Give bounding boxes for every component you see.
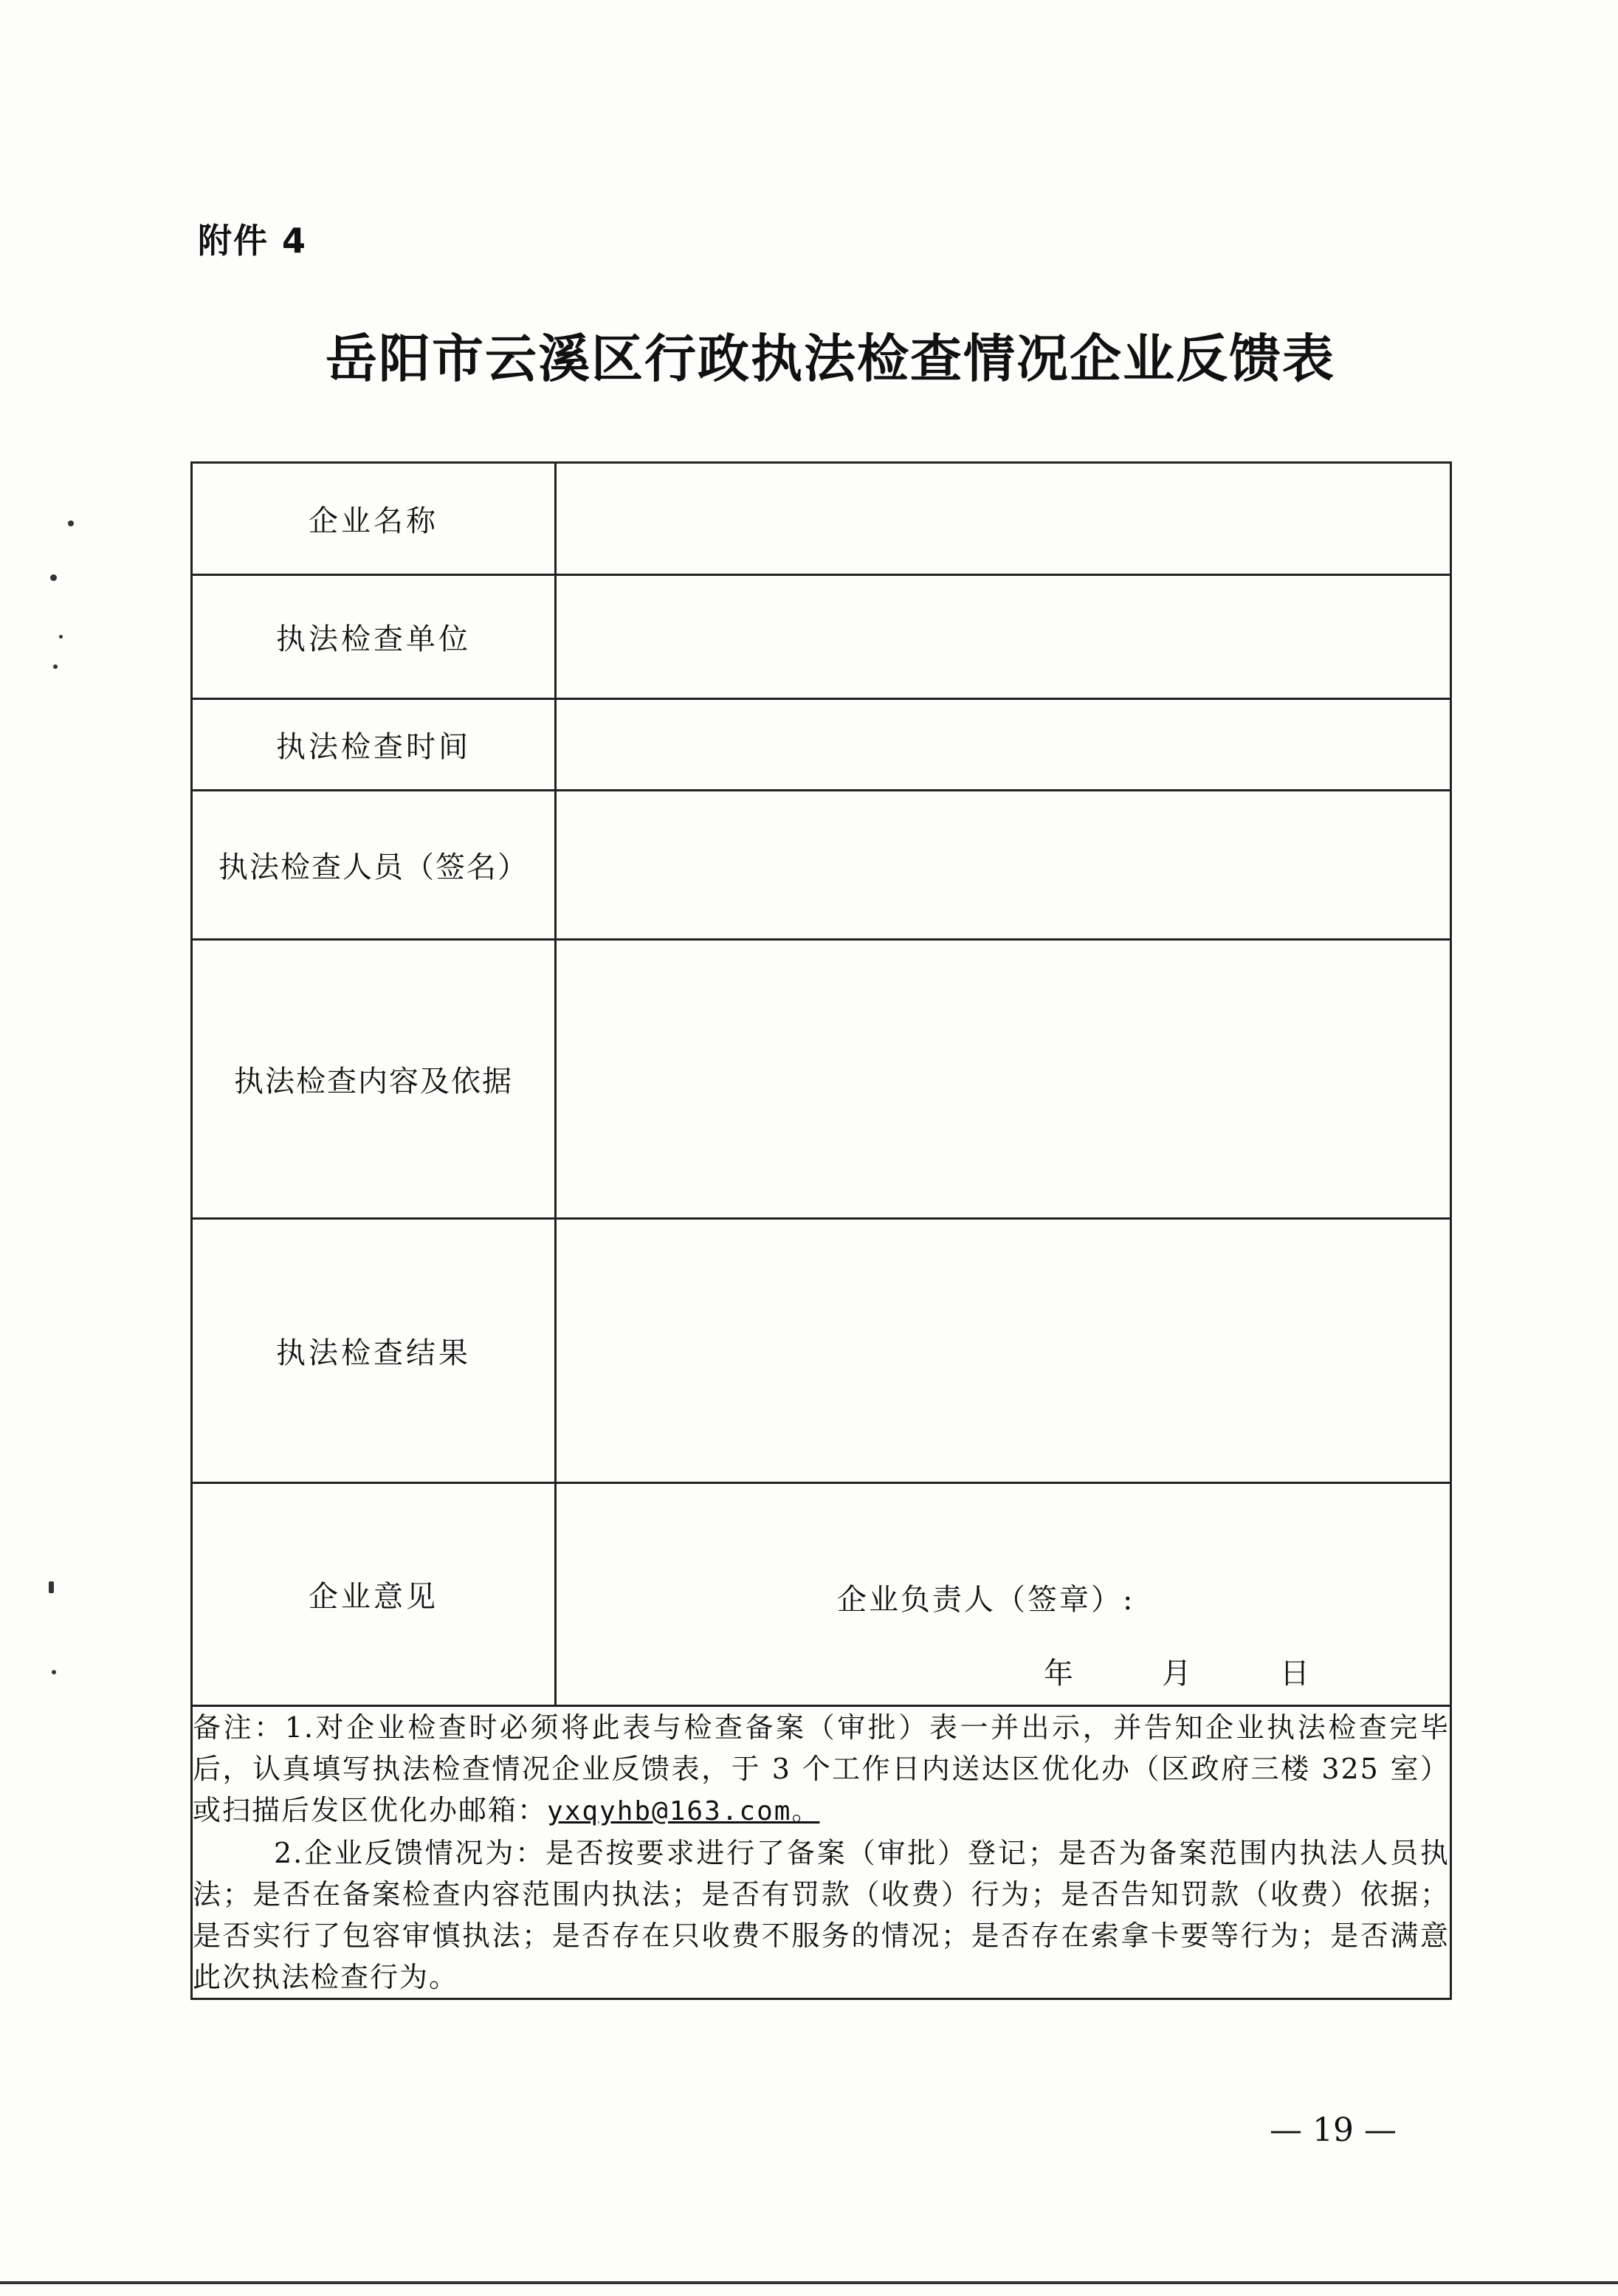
feedback-form-table bbox=[190, 461, 1452, 2000]
scan-speck bbox=[68, 520, 74, 526]
signature-date bbox=[1044, 1650, 1398, 1692]
row-label-company-name: 企业名称 bbox=[192, 463, 556, 575]
row-label-inspection-time: 执法检查时间 bbox=[192, 699, 556, 791]
field-inspectors-signature[interactable] bbox=[556, 791, 1451, 940]
date-year-label: 年 bbox=[1044, 1657, 1073, 1691]
form-row-notes bbox=[192, 1706, 1451, 1999]
scan-speck bbox=[49, 1581, 54, 1593]
field-company-opinion[interactable] bbox=[556, 1483, 1451, 1706]
scan-speck bbox=[52, 1670, 56, 1674]
company-head-signature-label: 企业负责人（签章）: bbox=[837, 1583, 1135, 1617]
note-1 bbox=[193, 1707, 1450, 1832]
field-company-name[interactable] bbox=[556, 463, 1451, 575]
note-1-text: 备注：1.对企业检查时必须将此表与检查备案（审批）表一并出示，并告知企业执法检查完毕后，认真填写执法检查情况企业反馈表，于 3 个工作日内送达区优化办（区政府三楼 325 室）或扫描后发区优化办邮箱： bbox=[193, 1711, 1450, 1826]
notes-cell bbox=[192, 1706, 1451, 1999]
document-title: 岳阳市云溪区行政执法检查情况企业反馈表 bbox=[326, 329, 1335, 389]
note-2: 2.企业反馈情况为：是否按要求进行了备案（审批）登记；是否为备案范围内执法人员执法；是否在备案检查内容范围内执法；是否有罚款（收费）行为；是否告知罚款（收费）依据；是否实行了包容审慎执法；是否存在只收费不服务的情况；是否存在索拿卡要等行为；是否满意此次执法检查行为。 bbox=[193, 1837, 1450, 1993]
office-email: yxqyhb@163.com。 bbox=[547, 1796, 820, 1826]
form-row-inspection-content bbox=[192, 940, 1451, 1219]
form-row-inspectors-signature bbox=[192, 791, 1451, 940]
form-row-inspection-result bbox=[192, 1219, 1451, 1483]
field-inspection-unit[interactable] bbox=[556, 575, 1451, 699]
scan-edge-line bbox=[0, 2281, 1618, 2284]
field-inspection-content[interactable] bbox=[556, 940, 1451, 1219]
row-label-inspection-content: 执法检查内容及依据 bbox=[192, 940, 556, 1219]
row-label-inspection-unit: 执法检查单位 bbox=[192, 575, 556, 699]
page-number: — 19 — bbox=[1270, 2111, 1397, 2149]
row-label-inspectors-signature: 执法检查人员（签名） bbox=[192, 791, 556, 940]
form-row-inspection-time bbox=[192, 699, 1451, 791]
form-row-inspection-unit bbox=[192, 575, 1451, 699]
form-row-company-opinion bbox=[192, 1483, 1451, 1706]
row-label-company-opinion: 企业意见 bbox=[192, 1483, 556, 1706]
attachment-label: 附件 4 bbox=[198, 221, 308, 261]
scan-speck bbox=[53, 664, 58, 669]
scan-speck bbox=[50, 574, 57, 581]
field-inspection-time[interactable] bbox=[556, 699, 1451, 791]
scan-speck bbox=[59, 635, 63, 639]
date-month-label: 月 bbox=[1162, 1657, 1191, 1691]
field-inspection-result[interactable] bbox=[556, 1219, 1451, 1483]
form-row-company-name bbox=[192, 463, 1451, 575]
row-label-inspection-result: 执法检查结果 bbox=[192, 1219, 556, 1483]
date-day-label: 日 bbox=[1280, 1657, 1309, 1691]
